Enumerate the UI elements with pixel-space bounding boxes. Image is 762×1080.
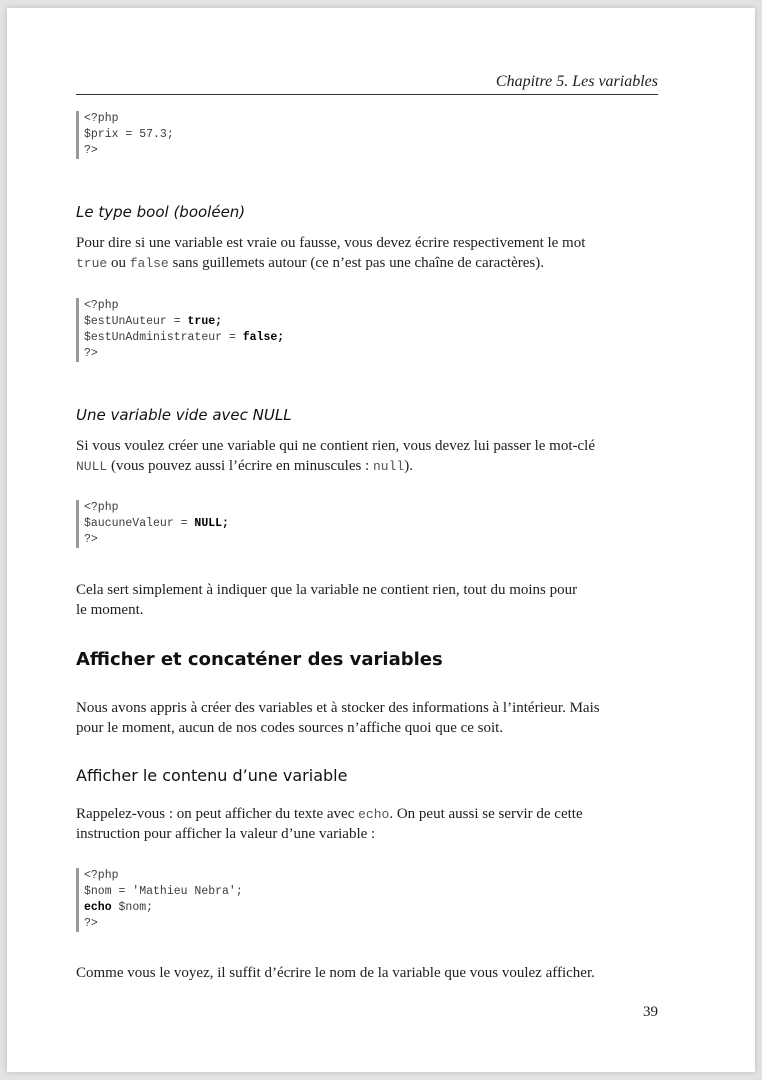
heading-content: Afficher le contenu d’une variable <box>76 766 348 785</box>
code-line <box>84 516 644 532</box>
code-punct: ; <box>215 315 223 328</box>
code-block-prix <box>76 111 644 159</box>
text-fragment: . On peut aussi se servir de cette <box>389 806 583 822</box>
page-number: 39 <box>643 1004 658 1020</box>
paragraph-null-note <box>76 580 658 620</box>
code-line: $nom = 'Mathieu Nebra'; <box>84 885 243 898</box>
code-line <box>84 330 644 346</box>
inline-code-false: false <box>129 256 169 271</box>
inline-code-echo: echo <box>358 807 390 822</box>
paragraph-line: Cela sert simplement à indiquer que la variable ne contient rien, tout du moins pour <box>76 582 578 598</box>
code-line <box>84 900 644 916</box>
paragraph-line: Si vous voulez créer une variable qui ne contient rien, vous devez lui passer le mot-clé <box>76 438 595 454</box>
text-fragment: Rappelez-vous : on peut afficher du texte avec <box>76 806 359 822</box>
text-fragment: (vous pouvez aussi l’écrire en minuscules : <box>107 458 373 474</box>
code-line: ?> <box>84 533 98 546</box>
code-line: $prix = 57.3; <box>84 128 174 141</box>
code-keyword: echo <box>84 901 112 914</box>
paragraph-bool <box>76 233 658 273</box>
code-line <box>84 314 644 330</box>
heading-bool: Le type bool (booléen) <box>76 203 246 221</box>
paragraph-line: instruction pour afficher la valeur d’une variable : <box>76 826 376 842</box>
text-fragment: ou <box>107 255 130 271</box>
text-fragment: sans guillemets autour (ce n’est pas une chaîne de caractères). <box>168 255 544 271</box>
code-keyword: false <box>242 331 278 344</box>
code-punct: ; <box>277 331 285 344</box>
code-punct: ; <box>222 517 229 530</box>
paragraph-line: Comme vous le voyez, il suffit d’écrire le nom de la variable que vous voulez afficher. <box>76 965 595 981</box>
code-block-bool <box>76 298 644 362</box>
code-block-null <box>76 500 644 548</box>
paragraph-line <box>76 456 658 476</box>
heading-display: Afficher et concaténer des variables <box>76 649 443 670</box>
paragraph-null <box>76 436 658 476</box>
paragraph-line <box>76 253 658 273</box>
code-line: ?> <box>84 917 98 930</box>
paragraph-line: le moment. <box>76 602 144 618</box>
paragraph-line: Nous avons appris à créer des variables et à stocker des informations à l’intérieur. Mais <box>76 700 600 716</box>
code-keyword: NULL <box>194 517 223 530</box>
code-line: <?php <box>84 112 119 125</box>
inline-code-NULL: NULL <box>76 459 108 474</box>
code-text: $aucuneValeur = <box>84 517 195 530</box>
text-fragment: ). <box>404 458 413 474</box>
code-line: <?php <box>84 501 119 514</box>
paragraph-content <box>76 804 658 844</box>
paragraph-line: Pour dire si une variable est vraie ou fausse, vous devez écrire respectivement le mot <box>76 235 586 251</box>
code-line: ?> <box>84 347 98 360</box>
code-line: ?> <box>84 144 98 157</box>
code-text: $estUnAuteur = <box>84 315 188 328</box>
code-block-echo <box>76 868 644 932</box>
heading-null: Une variable vide avec NULL <box>76 406 292 424</box>
code-text: $nom; <box>111 901 154 914</box>
paragraph-display <box>76 698 658 738</box>
paragraph-line <box>76 804 658 824</box>
document-page <box>7 8 755 1072</box>
code-line: <?php <box>84 299 119 312</box>
inline-code-null: null <box>372 459 405 474</box>
inline-code-true: true <box>76 256 108 271</box>
paragraph-final <box>76 963 658 983</box>
code-line: <?php <box>84 869 119 882</box>
code-keyword: true <box>187 315 216 328</box>
paragraph-line: pour le moment, aucun de nos codes sources n’affiche quoi que ce soit. <box>76 720 504 736</box>
running-header: Chapitre 5. Les variables <box>76 72 658 95</box>
code-text: $estUnAdministrateur = <box>84 331 243 344</box>
